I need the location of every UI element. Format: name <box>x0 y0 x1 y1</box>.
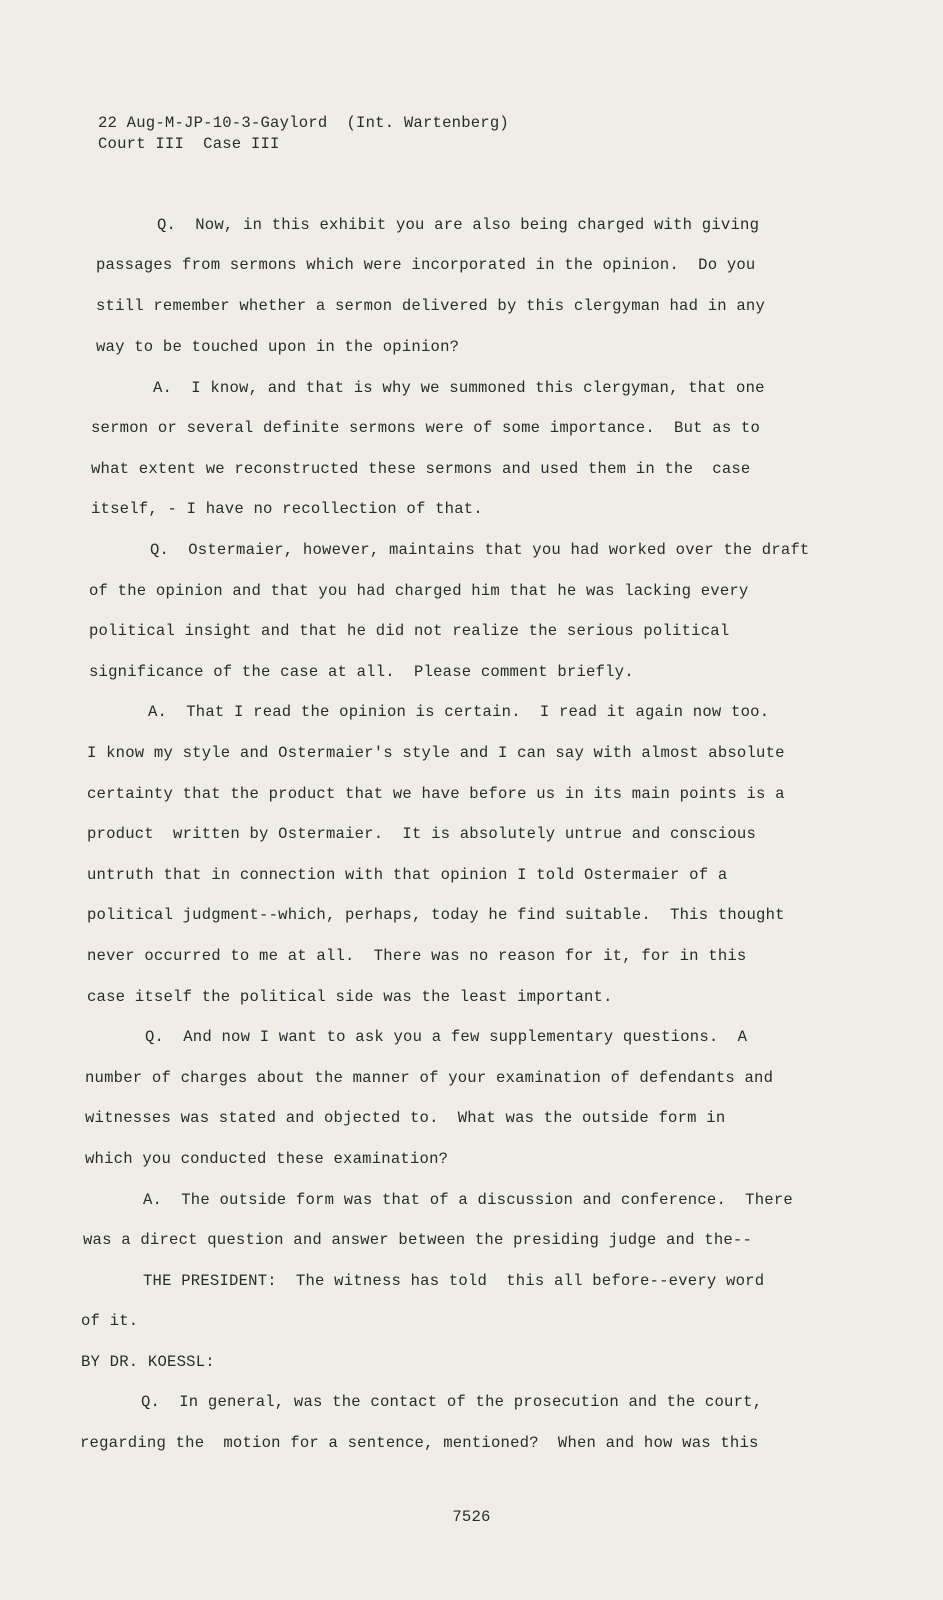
text-line: certainty that the product that we have before us in its main points is a <box>87 785 785 803</box>
text-line: significance of the case at all. Please comment briefly. <box>89 663 634 681</box>
text-line: passages from sermons which were incorporated in the opinion. Do you <box>96 256 756 274</box>
text-line: political judgment--which, perhaps, today he find suitable. This thought <box>87 906 785 924</box>
text-line: what extent we reconstructed these sermons and used them in the case <box>91 460 751 478</box>
text-line: Q. Now, in this exhibit you are also being charged with giving <box>157 216 760 234</box>
speaker-label: BY DR. KOESSL: <box>81 1353 215 1371</box>
text-line: Q. And now I want to ask you a few supplementary questions. A <box>145 1028 748 1046</box>
text-line: Q. Ostermaier, however, maintains that you had worked over the draft <box>150 541 810 559</box>
text-line: product written by Ostermaier. It is absolutely untrue and conscious <box>87 825 757 843</box>
text-line: A. I know, and that is why we summoned this clergyman, that one <box>153 379 765 397</box>
text-line: way to be touched upon in the opinion? <box>96 338 460 356</box>
text-line: was a direct question and answer between the presiding judge and the-- <box>83 1231 753 1249</box>
text-line: case itself the political side was the least important. <box>87 988 613 1006</box>
text-line: number of charges about the manner of your examination of defendants and <box>85 1069 774 1087</box>
text-line: sermon or several definite sermons were of some importance. But as to <box>91 419 761 437</box>
text-line: THE PRESIDENT: The witness has told this all before--every word <box>143 1272 765 1290</box>
text-line: political insight and that he did not realize the serious political <box>89 622 730 640</box>
header-line-2: Court III Case III <box>98 135 280 153</box>
text-line: never occurred to me at all. There was no reason for it, for in this <box>87 947 747 965</box>
text-line: witnesses was stated and objected to. What was the outside form in <box>85 1109 726 1127</box>
text-line: regarding the motion for a sentence, mentioned? When and how was this <box>80 1434 759 1452</box>
text-line: untruth that in connection with that opinion I told Ostermaier of a <box>87 866 728 884</box>
text-line: A. The outside form was that of a discussion and conference. There <box>143 1191 793 1209</box>
text-line: still remember whether a sermon delivered by this clergyman had in any <box>96 297 766 315</box>
text-line: A. That I read the opinion is certain. I read it again now too. <box>148 703 770 721</box>
text-line: which you conducted these examination? <box>85 1150 449 1168</box>
text-line: of it. <box>81 1312 139 1330</box>
header-line-1: 22 Aug-M-JP-10-3-Gaylord (Int. Wartenberg) <box>98 114 509 132</box>
text-line: I know my style and Ostermaier's style and I can say with almost absolute <box>87 744 785 762</box>
text-line: itself, - I have no recollection of that. <box>91 500 483 518</box>
text-line: Q. In general, was the contact of the prosecution and the court, <box>141 1393 763 1411</box>
page-number: 7526 <box>452 1508 491 1526</box>
text-line: of the opinion and that you had charged him that he was lacking every <box>89 582 749 600</box>
